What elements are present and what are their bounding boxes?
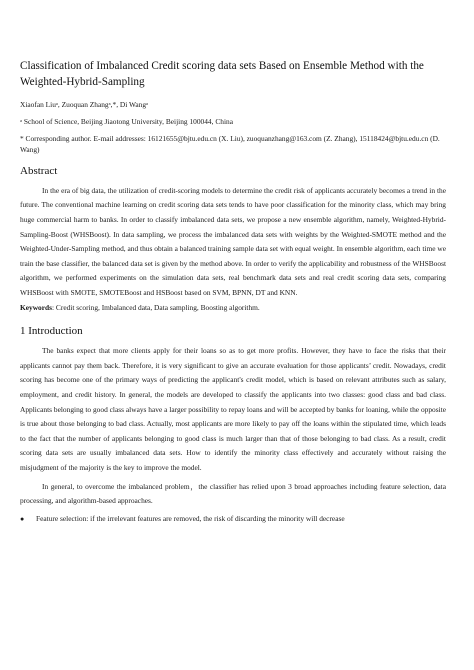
paper-title: Classification of Imbalanced Credit scoring data sets Based on Ensemble Method with the Weighted-Hybrid-Sampling [20,60,424,88]
bullet-item-feature-selection [20,512,446,527]
introduction-heading: 1 Introduction [20,325,83,338]
bullet-text: Feature selection: if the irrelevant features are removed, the risk of discarding the minority will decrease [36,513,345,523]
affiliation: ᵃ School of Science, Beijing Jiaotong University, Beijing 100044, China [20,117,233,127]
abstract-heading: Abstract [20,164,58,177]
correspondence: * Corresponding author. E-mail addresses: 16121655@bjtu.edu.cn (X. Liu), zuoquanzhang@163.com (Z. Zhang), 15118424@bjtu.edu.cn (D. Wang) [20,134,440,154]
introduction-paragraph-1: The banks expect that more clients apply for their loans so as to get more profits. However, they have to face the risks that their applicants cannot pay them back. Therefore, it is very significant to give an accurate evaluation for those applicants’ credit. Nowadays, credit scoring has become one of the primary ways of predicting the applicant's credit model, which is based on relevant attributes such as salary, employment, and credit history. In general, the models are developed to classify the applicants into two classes: good class and bad class. Applicants belonging to good class always have a larger possibility to repay loans and will be accepted by banks for loaning, while the opposite is true about those belonging to bad class. Actually, most applicants are more likely to pay off the loans within the stipulated time, which leads to the fact that the number of applicants belonging to good class is much larger than that of those belonging to bad class. As a result, credit scoring data sets are usually imbalanced data sets. How to identify the minority class effectively and accurately without raising the misjudgment of the majority is the key to improve the model. [20,346,446,472]
introduction-paragraph-2: In general, to overcome the imbalanced problem，the classifier has relied upon 3 broad approaches including feature selection, data processing, and algorithm-based approaches. [20,481,446,506]
abstract-text: In the era of big data, the utilization of credit-scoring models to determine the credit risk of applicants accurately becomes a trend in the future. The conventional machine learning on credit scoring data sets tends to have poor classification for the minority class, which may bring huge commercial harm to banks. In order to classify imbalanced data sets, we propose a new ensemble algorithm, namely, Weighted-Hybrid-Sampling-Boost (WHSBoost). In data sampling, we process the imbalanced data sets with weights by the Weighted-SMOTE method and the Weighted-Under-Sampling method, and thus obtain a balanced training sample data set with equal weight. In ensemble algorithm, each time we train the base classifier, the balanced data set is given by the method above. In order to verify the applicability and robustness of the WHSBoost algorithm, we performed experiments on the simulation data sets, real benchmark data sets and real credit scoring data sets, comparing WHSBoost with SMOTE, SMOTEBoost and HSBoost based on SVM, BPNN, DT and KNN. [20,185,446,297]
bullet-icon: ● [20,514,25,523]
keywords-line [20,301,446,316]
paper-page [20,58,446,526]
keywords-value: : Credit scoring, Imbalanced data, Data sampling, Boosting algorithm. [52,302,260,312]
keywords-label: Keywords [20,302,53,312]
author-list: Xiaofan Liuᵃ, Zuoquan Zhangᵃ,*, Di Wangᵃ [20,100,149,109]
